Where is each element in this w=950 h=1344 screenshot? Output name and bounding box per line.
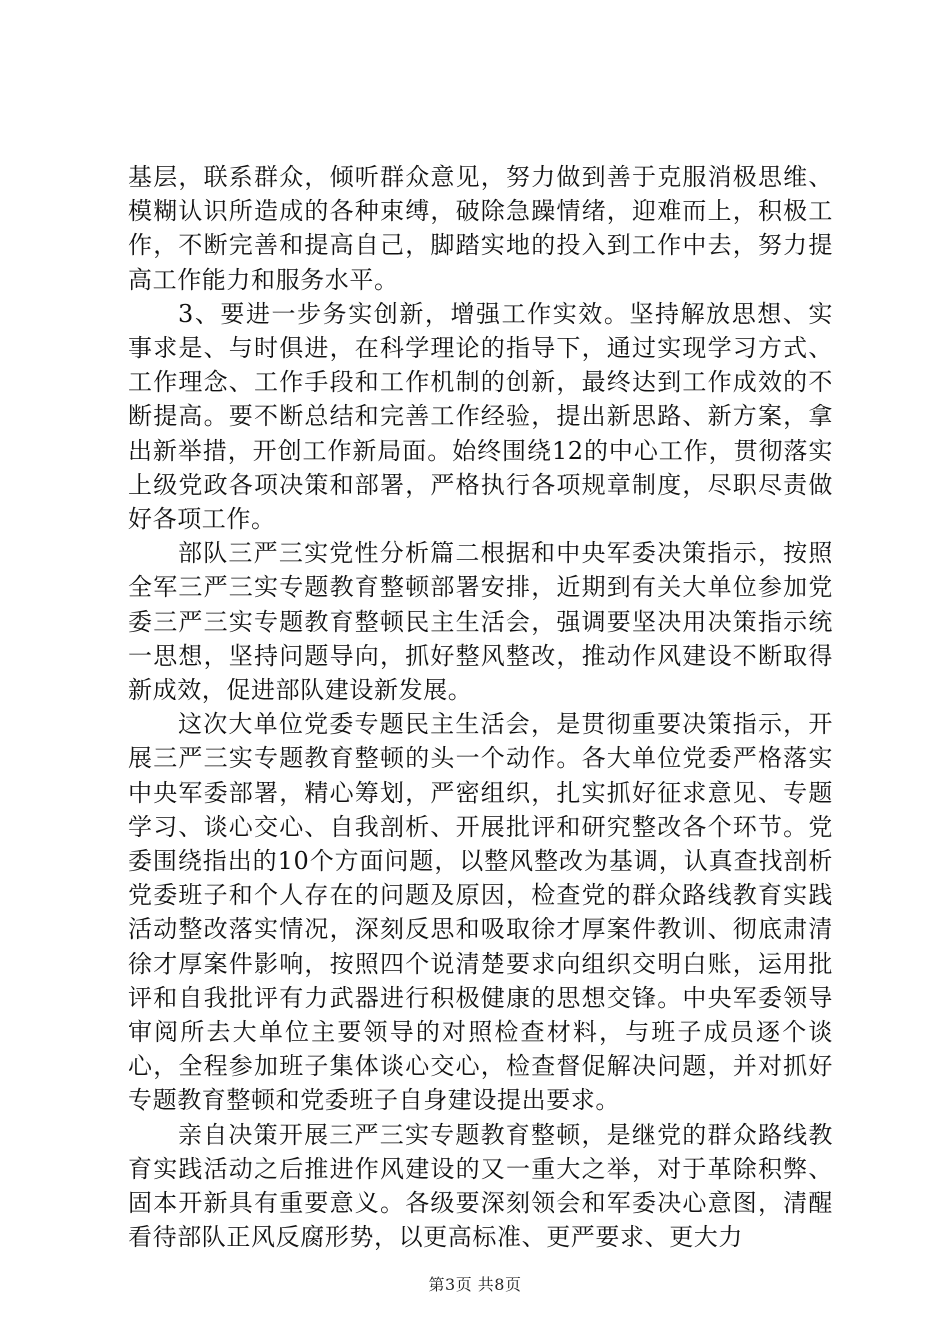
- paragraph-innovation: 3、要进一步务实创新，增强工作实效。坚持解放思想、实事求是、与时俱进，在科学理论的指导下，通过实现学习方式、工作理念、工作手段和工作机制的创新，最终达到工作成效的不断提高。要不断总结和完善工作经验，提出新思路、新方案，拿出新举措，开创工作新局面。始终围绕12的中心工作，贯彻落实上级党政各项决策和部署，严格执行各项规章制度，尽职尽责做好各项工作。: [128, 299, 833, 534]
- paragraph-party-analysis: 部队三严三实党性分析篇二根据和中央军委决策指示，按照全军三严三实专题教育整顿部署安排，近期到有关大单位参加党委三严三实专题教育整顿民主生活会，强调要坚决用决策指示统一思想，坚持问题导向，抓好整风整改，推动作风建设不断取得新成效，促进部队建设新发展。: [128, 539, 833, 705]
- paragraph-rectification: 亲自决策开展三严三实专题教育整顿，是继党的群众路线教育实践活动之后推进作风建设的又一重大之举，对于革除积弊、固本开新具有重要意义。各级要深刻领会和军委决心意图，清醒看待部队正风反腐形势，以更高标准、更严要求、更大力: [128, 1120, 833, 1252]
- paragraph-democratic-meeting: 这次大单位党委专题民主生活会，是贯彻重要决策指示，开展三严三实专题教育整顿的头一个动作。各大单位党委严格落实中央军委部署，精心筹划，严密组织，扎实抓好征求意见、专题学习、谈心交心、自我剖析、开展批评和研究整改各个环节。党委围绕指出的10个方面问题，以整风整改为基调，认真查找剖析党委班子和个人存在的问题及原因，检查党的群众路线教育实践活动整改落实情况，深刻反思和吸取徐才厚案件教训、彻底肃清徐才厚案件影响，按照四个说清楚要求向组织交明白账，运用批评和自我批评有力武器进行积极健康的思想交锋。中央军委领导审阅所去大单位主要领导的对照检查材料，与班子成员逐个谈心，全程参加班子集体谈心交心，检查督促解决问题，并对抓好专题教育整顿和党委班子自身建设提出要求。: [128, 710, 833, 1115]
- page-number-footer: 第3页 共8页: [428, 1275, 522, 1294]
- document-body: [128, 160, 833, 1255]
- paragraph-continuation: 基层，联系群众，倾听群众意见，努力做到善于克服消极思维、模糊认识所造成的各种束缚，破除急躁情绪，迎难而上，积极工作，不断完善和提高自己，脚踏实地的投入到工作中去，努力提高工作能力和服务水平。: [128, 163, 833, 294]
